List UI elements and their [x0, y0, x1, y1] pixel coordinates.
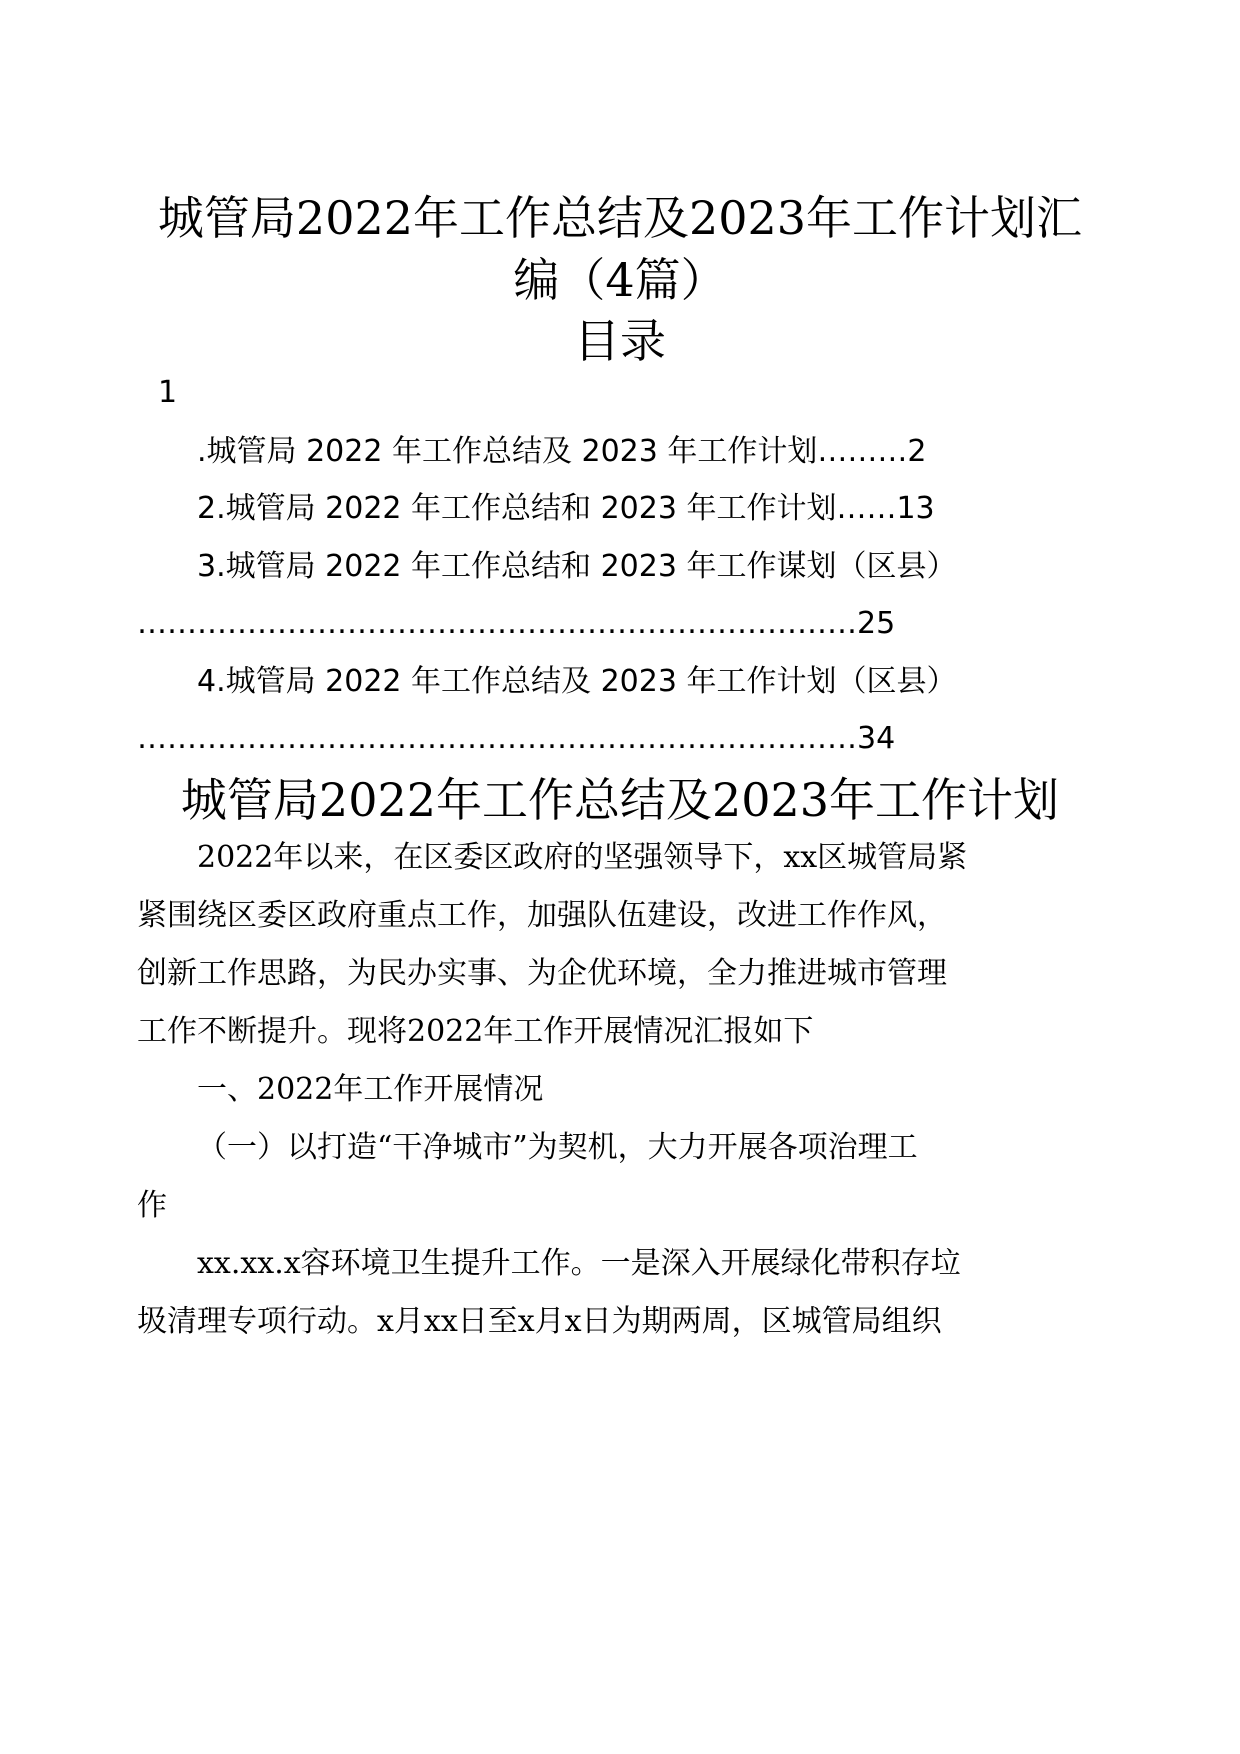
paragraph-1-line-3: 创新工作思路，为民办实事、为企优环境，全力推进城市管理 — [137, 956, 947, 991]
document-title-line-2: 编（4篇） — [513, 253, 727, 307]
section-title: 城管局2022年工作总结及2023年工作计划 — [180, 773, 1060, 827]
subheading-1-line-1: （一）以打造“干净城市”为契机，大力开展各项治理工 — [197, 1130, 918, 1165]
toc-item-2[interactable]: 2.城管局 2022 年工作总结和 2023 年工作计划……13 — [197, 491, 935, 526]
document-title-line-1: 城管局2022年工作总结及2023年工作计划汇 — [157, 191, 1083, 245]
toc-heading: 目录 — [574, 314, 666, 368]
toc-item-4[interactable]: 4.城管局 2022 年工作总结及 2023 年工作计划（区县） — [197, 664, 957, 699]
toc-item-3-leader[interactable]: ………………………………………………………………25 — [137, 606, 896, 641]
paragraph-1-line-4: 工作不断提升。现将2022年工作开展情况汇报如下 — [137, 1014, 814, 1049]
paragraph-1-line-2: 紧围绕区委区政府重点工作，加强队伍建设，改进工作作风， — [137, 898, 947, 933]
paragraph-2-line-2: 圾清理专项行动。x月xx日至x月x日为期两周，区城管局组织 — [137, 1304, 942, 1339]
paragraph-2-line-1: xx.xx.x容环境卫生提升工作。一是深入开展绿化带积存垃 — [197, 1246, 961, 1281]
subheading-1-line-2: 作 — [137, 1188, 167, 1223]
paragraph-1-line-1: 2022年以来，在区委区政府的坚强领导下，xx区城管局紧 — [197, 840, 968, 875]
heading-1: 一、2022年工作开展情况 — [197, 1072, 544, 1107]
toc-item-3[interactable]: 3.城管局 2022 年工作总结和 2023 年工作谋划（区县） — [197, 549, 957, 584]
toc-number: 1 — [158, 375, 178, 410]
toc-item-4-leader[interactable]: ………………………………………………………………34 — [137, 721, 896, 756]
toc-item-1[interactable]: .城管局 2022 年工作总结及 2023 年工作计划………2 — [197, 434, 927, 469]
